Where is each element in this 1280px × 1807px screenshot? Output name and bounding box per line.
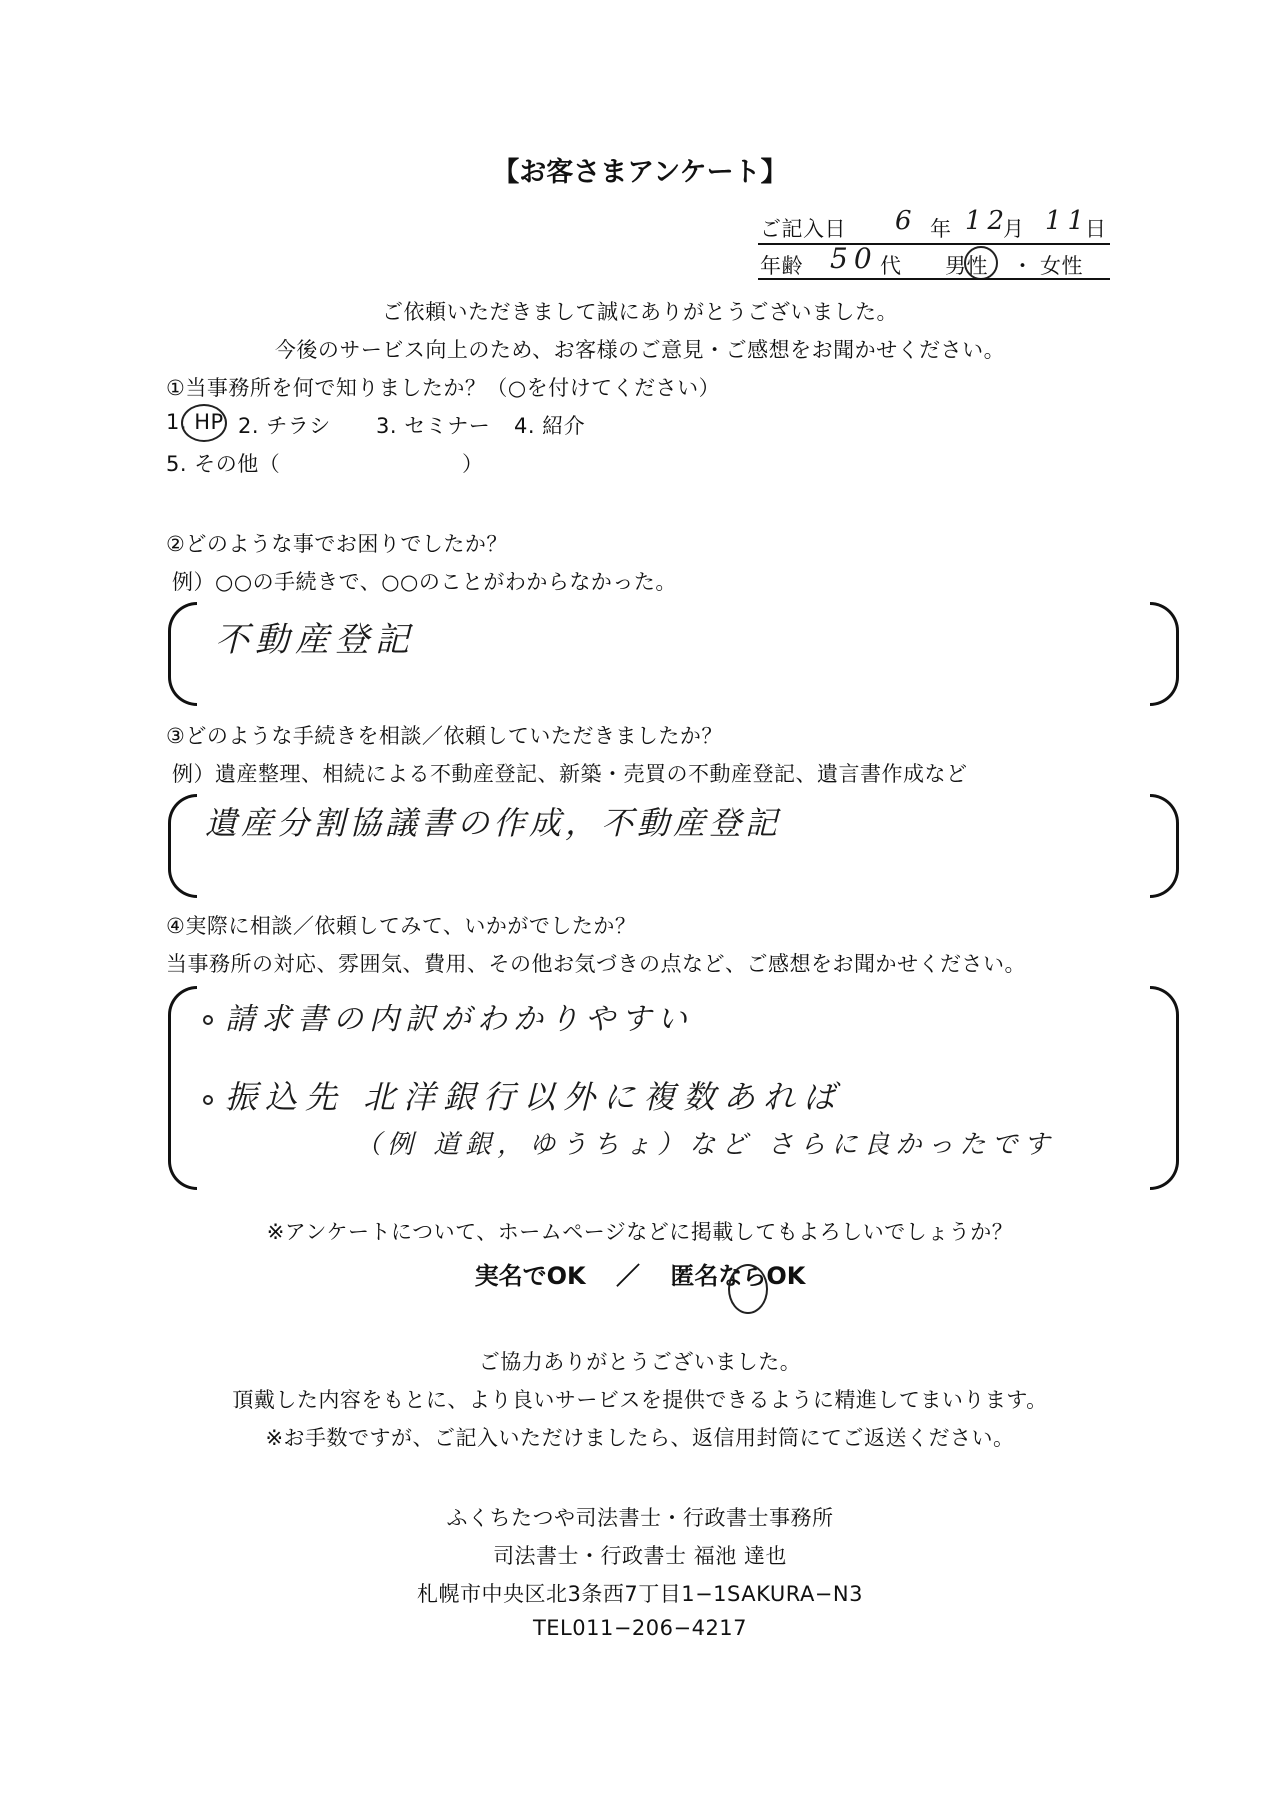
closing-line-1: ご協力ありがとうございました。: [478, 1350, 802, 1374]
q1-option-other-close: ）: [462, 452, 484, 476]
q4-answer-bracket-left: [168, 986, 197, 1190]
office-representative: 司法書士・行政書士 福池 達也: [493, 1544, 787, 1568]
entry-month-label: 月: [1003, 217, 1025, 241]
q1-option-referral: 4. 紹介: [514, 414, 586, 438]
entry-day-value: 11: [1045, 206, 1091, 236]
entry-date-underline: [758, 243, 1110, 245]
gender-male-circle-mark: [964, 246, 998, 280]
closing-line-3: ※お手数ですが、ご記入いただけましたら、返信用封筒にてご返送ください。: [265, 1426, 1015, 1450]
q1-hp-circle-mark: [181, 404, 227, 442]
q4-answer-line-3: （例 道銀，ゆうちょ）など さらに良かったです: [355, 1130, 1056, 1160]
intro-line-1: ご依頼いただきまして誠にありがとうございました。: [382, 300, 898, 324]
publish-option-anonymous-label: 匿名ならOK: [670, 1262, 806, 1290]
entry-month-value: 12: [965, 206, 1011, 236]
q3-question: ③どのような手続きを相談／依頼していただきましたか？: [166, 724, 723, 748]
entry-year-value: 6: [895, 206, 918, 236]
intro-line-2: 今後のサービス向上のため、お客様のご意見・ご感想をお聞かせください。: [274, 338, 1006, 362]
q4-example: 当事務所の対応、雰囲気、費用、その他お気づきの点など、ご感想をお聞かせください。: [166, 952, 1026, 976]
q3-example: 例）遺産整理、相続による不動産登記、新築・売買の不動産登記、遺言書作成など: [172, 762, 968, 786]
age-suffix: 代: [880, 254, 902, 278]
q4-question: ④実際に相談／依頼してみて、いかがでしたか？: [166, 914, 637, 938]
q2-answer-bracket-left: [168, 602, 197, 706]
q1-option-seminar: 3. セミナー: [376, 414, 491, 438]
q2-example: 例）○○の手続きで、○○のことがわからなかった。: [172, 570, 677, 594]
q2-answer-bracket-right: [1150, 602, 1179, 706]
age-label: 年齢: [760, 254, 803, 278]
q1-question: ①当事務所を何で知りましたか？（○を付けてください）: [166, 376, 721, 400]
office-name: ふくちたつや司法書士・行政書士事務所: [446, 1506, 834, 1530]
page-title: 【お客さまアンケート】: [492, 157, 788, 188]
q3-answer-bracket-right: [1150, 794, 1179, 898]
office-tel: TEL011−206−4217: [532, 1616, 748, 1640]
q4-answer-line-1: 請求書の内訳がわかりやすい: [225, 1002, 693, 1037]
q4-bullet-dot: [203, 1095, 213, 1105]
publish-separator: ／: [616, 1262, 640, 1290]
q2-answer: 不動産登記: [215, 620, 415, 660]
closing-line-2: 頂戴した内容をもとに、より良いサービスを提供できるように精進してまいります。: [232, 1388, 1048, 1412]
gender-male: 男性: [945, 254, 988, 278]
q3-answer-bracket-left: [168, 794, 197, 898]
gender-female: 女性: [1040, 254, 1083, 278]
q1-option-flyer: 2. チラシ: [238, 414, 331, 438]
gender-separator: ・: [1012, 254, 1034, 278]
q1-option-other: 5. その他（: [166, 452, 281, 476]
publish-option-anonymous: [670, 1262, 805, 1290]
entry-date-label: ご記入日: [760, 217, 846, 241]
office-address: 札幌市中央区北3条西7丁目1−1SAKURA−N3: [417, 1582, 863, 1606]
age-underline: [758, 278, 1110, 280]
q4-bullet-dot: [203, 1015, 213, 1025]
q4-answer-bracket-right: [1150, 986, 1179, 1190]
publish-option-real-name: 実名でOK: [474, 1262, 586, 1290]
entry-day-label: 日: [1085, 217, 1107, 241]
publish-anonymous-circle-mark: [728, 1264, 768, 1314]
publish-options: [0, 1256, 1280, 1291]
q3-answer: 遺産分割協議書の作成，不動産登記: [205, 804, 782, 842]
age-value: 50: [830, 242, 878, 275]
entry-year-label: 年: [930, 217, 952, 241]
publish-question: ※アンケートについて、ホームページなどに掲載してもよろしいでしょうか？: [266, 1220, 1014, 1244]
q4-answer-line-2: 振込先 北洋銀行以外に複数あれば: [225, 1078, 844, 1116]
q1-option-hp: 1. HP: [166, 410, 224, 434]
q2-question: ②どのような事でお困りでしたか？: [166, 532, 508, 556]
